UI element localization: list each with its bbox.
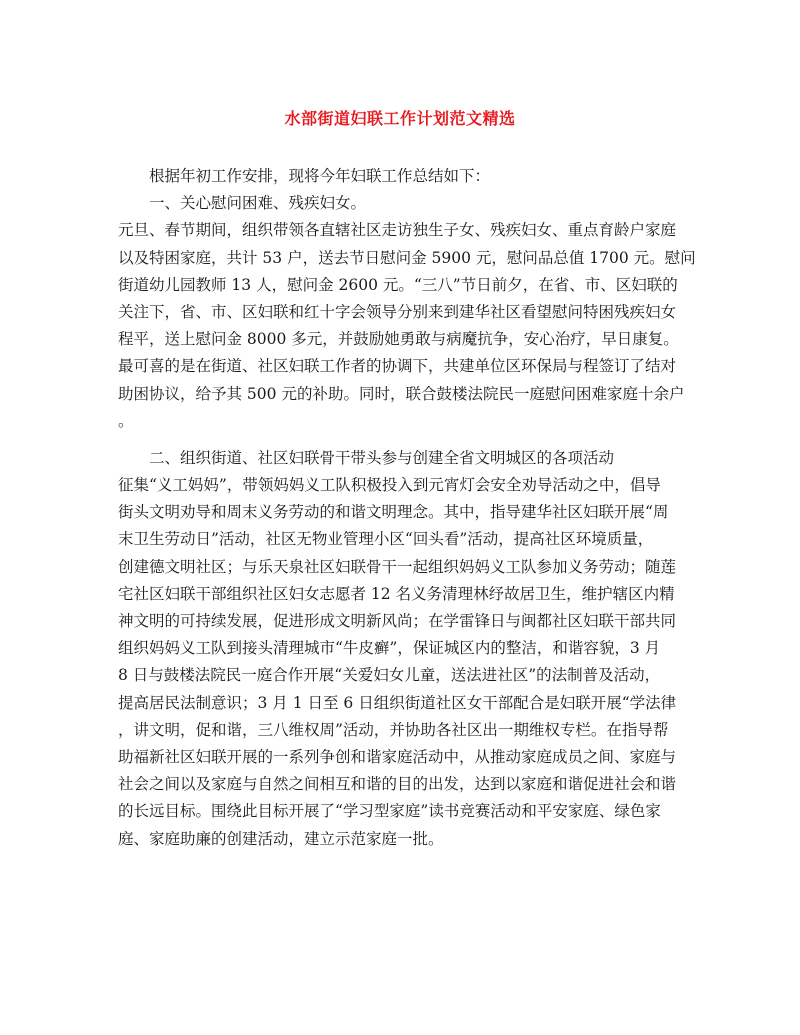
text-line: 助困协议，给予其 500 元的补助。同时，联合鼓楼法院民一庭慰问困难家庭十余户 <box>118 384 685 403</box>
text-line: 提高居民法制意识；3 月 1 日至 6 日组织街道社区女干部配合是妇联开展“学法律 <box>118 693 677 712</box>
text-line: 助福新社区妇联开展的一系列争创和谐家庭活动中，从推动家庭成员之间、家庭与 <box>118 747 677 766</box>
text-line: 一、关心慰问困难、残疾妇女。 <box>149 194 367 213</box>
text-line: 征集“义工妈妈”，带领妈妈义工队积极投入到元宵灯会安全劝导活动之中，倡导 <box>118 476 661 495</box>
document-body <box>118 163 698 853</box>
text-line: 。 <box>118 411 134 430</box>
text-line: 关注下，省、市、区妇联和红十字会领导分别来到建华社区看望慰问特困残疾妇女 <box>118 302 677 321</box>
text-line: 宅社区妇联干部组织社区妇女志愿者 12 名义务清理林纾故居卫生，维护辖区内精 <box>118 584 675 603</box>
text-line: 创建德文明社区；与乐天泉社区妇联骨干一起组织妈妈义工队参加义务劳动；随莲 <box>118 557 677 576</box>
text-line: 街头文明劝导和周末义务劳动的和谐文明理念。其中，指导建华社区妇联开展“周 <box>118 503 669 522</box>
text-line: 二、组织街道、社区妇联骨干带头参与创建全省文明城区的各项活动 <box>149 448 615 467</box>
section-gap <box>118 435 698 445</box>
text-line: 神文明的可持续发展，促进形成文明新风尚；在学雷锋日与闽都社区妇联干部共同 <box>118 612 677 630</box>
text-line: 组织妈妈义工队到接头清理城市“牛皮癣”，保证城区内的整洁，和谐容貌，3 月 <box>118 639 661 658</box>
document-title: 水部街道妇联工作计划范文精选 <box>284 109 516 128</box>
text-line: 社会之间以及家庭与自然之间相互和谐的目的出发，达到以家庭和谐促进社会和谐 <box>118 775 677 794</box>
text-line: 8 日与鼓楼法院民一庭合作开展“关爱妇女儿童，送法进社区”的法制普及活动， <box>118 666 661 685</box>
text-line: 以及特困家庭，共计 53 户，送去节日慰问金 5900 元，慰问品总值 1700 元。慰问 <box>118 248 696 267</box>
text-line: 庭、家庭助廉的创建活动，建立示范家庭一批。 <box>118 829 444 848</box>
text-line: 末卫生劳动日”活动，社区无物业管理小区“回头看”活动，提高社区环境质量， <box>118 530 654 549</box>
text-line: 程平，送上慰问金 8000 多元，并鼓励她勇敢与病魔抗争，安心治疗，早日康复。 <box>118 330 679 349</box>
text-line: ，讲文明，促和谐，三八维权周”活动，并协助各社区出一期维权专栏。在指导帮 <box>118 720 669 739</box>
text-line: 的长远目标。围绕此目标开展了“学习型家庭”读书竞赛活动和平安家庭、绿色家 <box>118 802 661 821</box>
text-line: 最可喜的是在街道、社区妇联工作者的协调下，共建单位区环保局与程签订了结对 <box>118 357 677 376</box>
text-line: 街道幼儿园教师 13 人，慰问金 2600 元。“三八”节日前夕，在省、市、区妇联的 <box>118 275 678 294</box>
text-line: 根据年初工作安排，现将今年妇联工作总结如下： <box>149 167 491 185</box>
text-line: 元旦、春节期间，组织带领各直辖社区走访独生子女、残疾妇女、重点育龄户家庭 <box>118 221 677 240</box>
